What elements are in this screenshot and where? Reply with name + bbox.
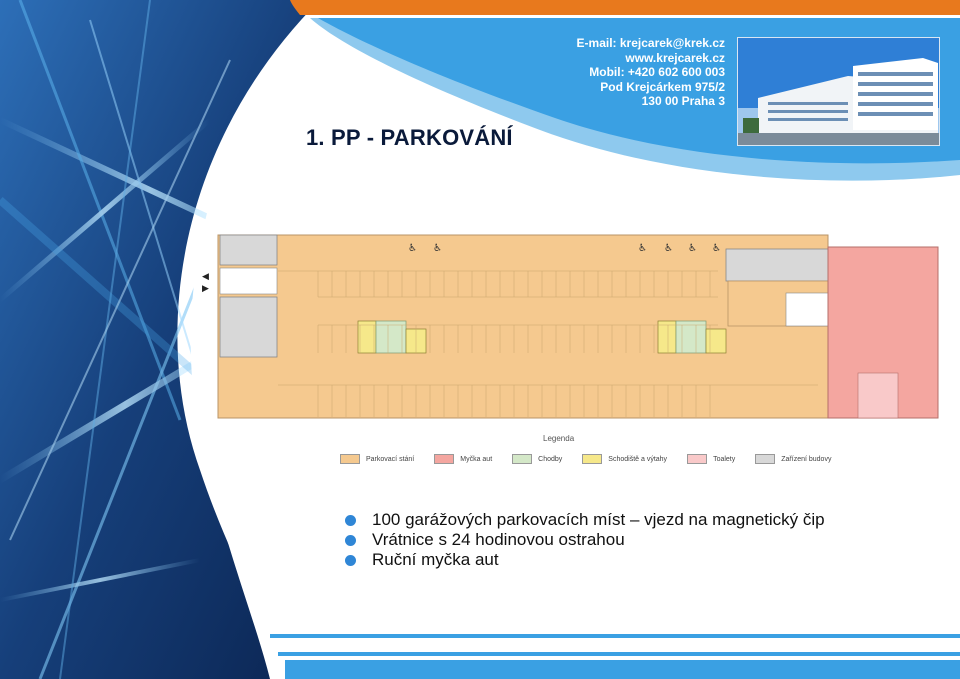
contact-block <box>577 36 725 109</box>
legend-swatch <box>582 454 602 464</box>
legend-label: Parkovací stání <box>366 455 415 463</box>
contact-web[interactable]: www.krejcarek.cz <box>625 50 725 65</box>
feature-text: Ruční myčka aut <box>372 550 499 569</box>
svg-text:◀: ◀ <box>202 272 209 282</box>
legend-swatch <box>687 454 707 464</box>
svg-text:♿: ♿ <box>712 243 721 254</box>
legend-swatch <box>755 454 775 464</box>
bullet-icon <box>345 515 356 526</box>
list-item <box>345 550 825 570</box>
legend-swatch <box>434 454 454 464</box>
bullet-icon <box>345 555 356 566</box>
svg-text:▶: ▶ <box>202 284 209 294</box>
svg-text:♿: ♿ <box>408 243 417 254</box>
contact-mobile: Mobil: +420 602 600 003 <box>589 65 725 79</box>
bullet-icon <box>345 535 356 546</box>
legend-label: Myčka aut <box>460 455 493 463</box>
contact-street: Pod Krejcárkem 975/2 <box>600 79 725 94</box>
legend-item <box>687 454 735 464</box>
legend-swatch <box>512 454 532 464</box>
list-item <box>345 530 825 550</box>
legend <box>340 454 851 464</box>
feature-text: 100 garážových parkovacích míst – vjezd na magnetický čip <box>372 510 825 529</box>
legend-item <box>434 454 492 464</box>
svg-text:♿: ♿ <box>688 243 697 254</box>
svg-text:♿: ♿ <box>664 243 673 254</box>
legend-label: Chodby <box>538 455 563 463</box>
legend-label: Schodiště a výtahy <box>608 455 668 463</box>
legend-item <box>512 454 562 464</box>
svg-text:♿: ♿ <box>433 243 442 254</box>
contact-city: 130 00 Praha 3 <box>641 94 725 108</box>
page-title: 1. PP - PARKOVÁNÍ <box>306 125 513 150</box>
legend-title: Legenda <box>543 434 575 443</box>
list-item <box>345 510 825 530</box>
feature-list <box>345 510 825 570</box>
legend-swatch <box>340 454 360 464</box>
legend-item <box>755 454 831 464</box>
legend-item <box>340 454 414 464</box>
svg-text:♿: ♿ <box>638 243 647 254</box>
legend-item <box>582 454 667 464</box>
contact-email[interactable]: E-mail: krejcarek@krek.cz <box>576 36 725 50</box>
floor-plan <box>202 233 940 418</box>
building-photo <box>737 37 940 146</box>
legend-label: Zařízení budovy <box>781 455 832 463</box>
legend-label: Toalety <box>713 455 736 463</box>
feature-text: Vrátnice s 24 hodinovou ostrahou <box>372 530 625 549</box>
